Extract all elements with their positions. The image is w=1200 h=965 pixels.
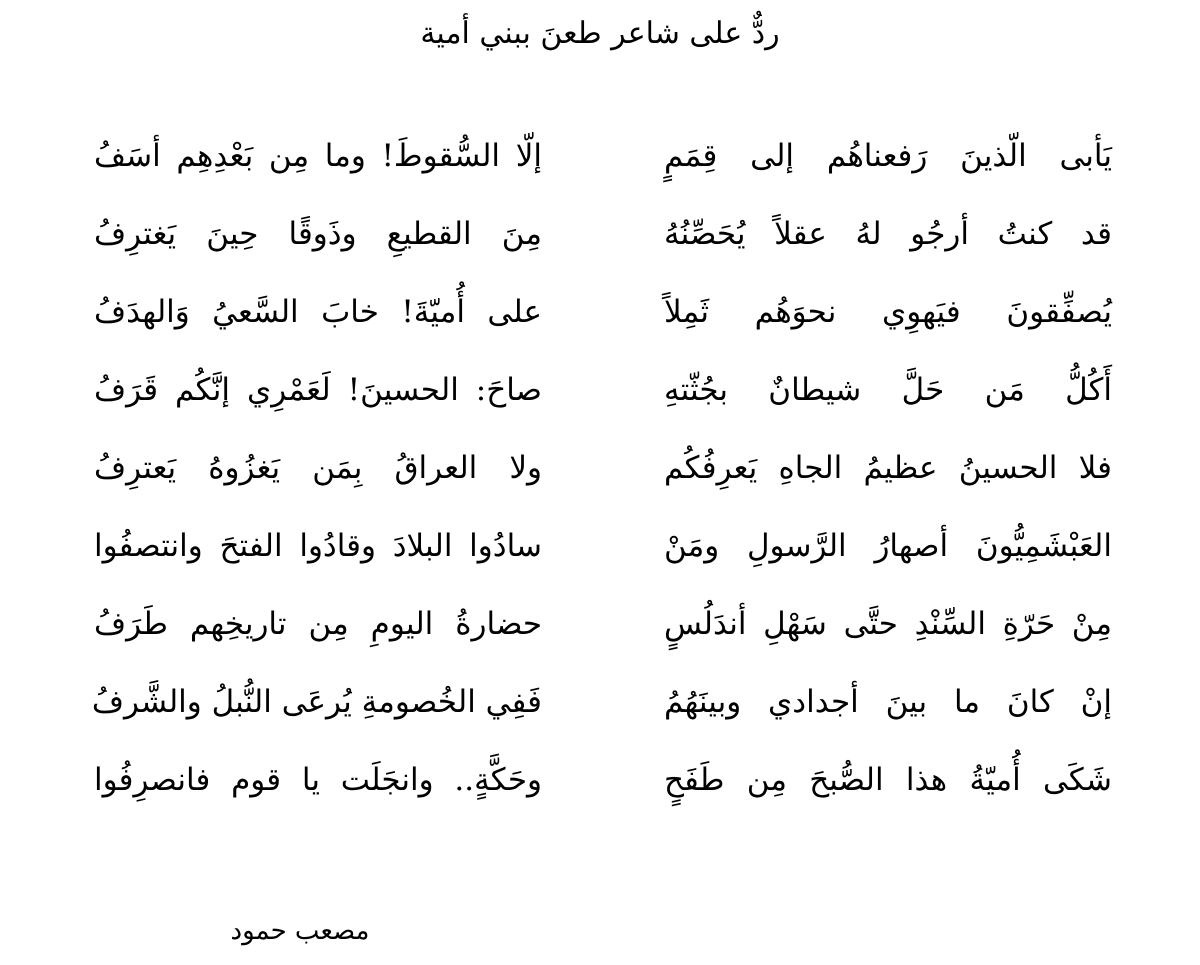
verse-1-second-hemistich: إلّا السُّقوطَ! وما مِن بَعْدِهِم أسَفُ (94, 138, 542, 174)
verse-8-second-hemistich: فَفِي الخُصومةِ يُرعَى النُّبلُ والشَّرفُ (91, 684, 542, 720)
verse-8 (0, 677, 1200, 755)
verse-7-second-hemistich: حضارةُ اليومِ مِن تاريخِهم طَرَفُ (94, 606, 542, 642)
verse-7 (0, 599, 1200, 677)
verse-6-first-hemistich: العَبْشَمِيُّونَ أصهارُ الرَّسولِ ومَنْ (664, 528, 1112, 564)
verse-9 (0, 755, 1200, 833)
verse-4-first-hemistich: أَكُلُّ مَن حَلَّ شيطانٌ بجُثّتهِ (664, 372, 1112, 408)
verse-4 (0, 365, 1200, 443)
verse-6 (0, 521, 1200, 599)
verse-2 (0, 209, 1200, 287)
verse-7-first-hemistich: مِنْ حَرّةِ السِّنْدِ حتَّى سَهْلِ أندَلُسٍ (664, 606, 1112, 642)
verse-3 (0, 287, 1200, 365)
verse-6-second-hemistich: سادُوا البلادَ وقادُوا الفتحَ وانتصفُوا (94, 528, 542, 564)
verse-list (0, 131, 1200, 833)
verse-3-second-hemistich: على أُميّةَ! خابَ السَّعيُ وَالهدَفُ (94, 294, 542, 330)
verse-1-first-hemistich: يَأبى الّذينَ رَفعناهُم إلى قِمَمٍ (664, 138, 1112, 174)
verse-2-first-hemistich: قد كنتُ أرجُو لهُ عقلاً يُحَصِّنُهُ (664, 216, 1112, 252)
verse-9-second-hemistich: وحَكَّةٍ.. وانجَلَت يا قوم فانصرِفُوا (94, 762, 542, 798)
poet-name: مصعب حمود (230, 916, 370, 946)
verse-5 (0, 443, 1200, 521)
verse-8-first-hemistich: إنْ كانَ ما بينَ أجدادي وبينَهُمُ (664, 684, 1112, 720)
verse-4-second-hemistich: صاحَ: الحسينَ! لَعَمْرِي إنَّكُم قَرَفُ (94, 372, 542, 408)
verse-2-second-hemistich: مِنَ القطيعِ وذَوقًا حِينَ يَغترِفُ (94, 216, 542, 252)
verse-9-first-hemistich: شَكَى أُميّةُ هذا الصُّبحَ مِن طَفَحٍ (664, 762, 1112, 798)
verse-5-second-hemistich: ولا العراقُ بِمَن يَغزُوهُ يَعترِفُ (94, 450, 542, 486)
verse-3-first-hemistich: يُصفِّقونَ فيَهوِي نحوَهُم ثَمِلاً (664, 294, 1112, 330)
verse-1 (0, 131, 1200, 209)
verse-5-first-hemistich: فلا الحسينُ عظيمُ الجاهِ يَعرِفُكُم (664, 450, 1112, 486)
poem-title: ردٌّ على شاعر طعنَ ببني أمية (420, 16, 780, 51)
